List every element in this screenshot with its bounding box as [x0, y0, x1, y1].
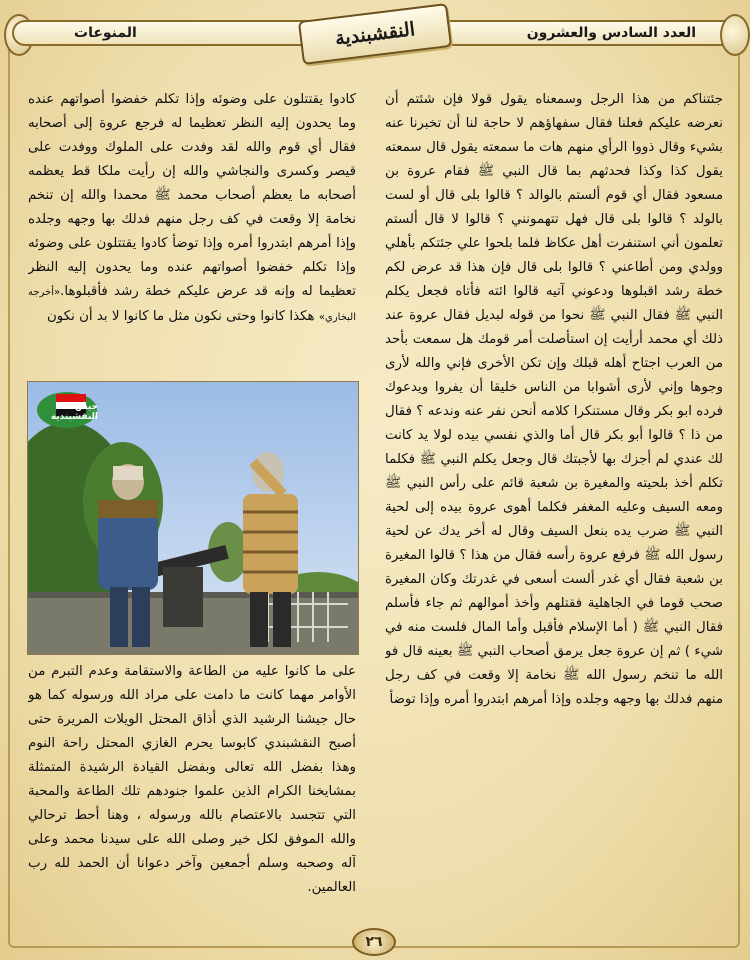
header-ribbon-right — [410, 20, 738, 46]
header-ribbon-left — [12, 20, 342, 46]
army-logo — [36, 388, 98, 430]
page-header — [0, 0, 750, 80]
page-number: ٢٦ — [365, 934, 383, 950]
section-label: المنوعات — [74, 25, 137, 41]
article-photo — [27, 381, 359, 655]
title-banner — [298, 3, 452, 65]
article-text-left-bottom: على ما كانوا عليه من الطاعة والاستقامة وعدم التبرم من الأوامر مهما كانت ما دامت على مراد الله ورسوله كما هو حال جيشنا الرشيد الذي أذاق المحتل الويلات المريرة حتى أصبح النقشبندي كابوسا يحرم الغازي المحتل راحة النوم وهذا بفضل الله تعالى وبفضل القيادة الرشيدة المتمثلة بمشايخنا الكرام الذين علموا جنودهم تلك الطاعة والمحبة التي تتجسد بالاعتصام بالله ورسوله ، وهنا أحط ترحالي والله الموفق لكل خير وصلى الله على سيدنا محمد وعلى آله وصحبه وسلم أجمعين وآخر دعوانا أن الحمد لله رب العالمين. — [28, 664, 356, 895]
issue-label: العدد السادس والعشرون — [526, 25, 696, 41]
article-text-left-top-tail: هكذا كانوا وحتى نكون مثل ما كانوا لا بد أن نكون — [46, 309, 315, 324]
hadith-citation: «أخرجه البخاري» — [28, 287, 356, 323]
article-text-left-top-body: كادوا يقتتلون على وضوئه وإذا تكلم خفضوا أصواتهم عنده وما يحدون إليه النظر تعظيما له فرجع عروة إلى أصحابه فقال أي قوم والله لقد وفدت على الملوك ووفدت على قيصر وكسرى والنجاشي والله إن رأيت ملكا قط يعظمه أصحابه ما يعظم أصحاب محمد ﷺ محمدا والله إن تنخم نخامة إلا وقعت في كف رجل منهم فدلك بها وجهه وجلده وإذا أمرهم ابتدروا أمره وإذا توضأ كادوا يقتتلون على وضوئه وإذا تكلم خفضوا أصواتهم عنده وما يحدون إليه النظر تعظيما له وإنه قد عرض عليكم خطة رشد فأقبلوها. — [28, 92, 356, 299]
article-text-right: جئتناكم من هذا الرجل وسمعناه يقول قولا فإن شئتم أن نعرضه عليكم فعلنا فقال سفهاؤهم لا حاجة لنا أن تخبرنا عنه بشيء وقال ذووا الرأي منهم هات ما سمعته يقول قال سمعته يقول كذا وكذا فحدثهم بما قال النبي ﷺ فقام عروة بن مسعود فقال أي قوم ألستم بالوالد ؟ قالوا بلى قال أو لست بالولد ؟ قالوا بلى قال فهل تتهمونني ؟ قالوا لا قال ألستم تعلمون أني استنفرت أهل عكاظ فلما بلحوا علي جئتكم بأهلي وولدي ومن أطاعني ؟ قالوا بلى قال فإن هذا قد عرض لكم خطة رشد اقبلوها ودعوني آتيه قالوا ائته فأتاه فجعل يكلم النبي ﷺ فقال النبي ﷺ نحوا من قوله لبديل فقال عروة عند ذلك أي محمد أرأيت إن استأصلت أمر قومك هل سمعت بأحد من العرب اجتاح أهله قبلك وإن تكن الأخرى فإني والله لأرى وجوها وإني لأرى أشوابا من الناس خليقا أن يفروا ويدعوك فرده ابو بكر وقال مستنكرا كلامه أنحن نفر عنه وندعه ؟ فقال من ذا ؟ قالوا أبو بكر قال أما والذي نفسي بيده لولا يد كانت لك عندي لم أجزك بها لأجبتك قال وجعل يكلم النبي ﷺ فكلما تكلم أخذ بلحيته والمغيرة بن شعبة قائم على رأس النبي ﷺ ومعه السيف وعليه المغفر فكلما أهوى عروة بيده إلى لحية النبي ﷺ ضرب يده بنعل السيف وقال له أخر يدك عن لحية رسول الله ﷺ فرفع عروة رأسه فقال من هذا ؟ قالوا المغيرة بن شعبة فقال أي غدر ألست أسعى في غدرتك وكان المغيرة صحب قوما في الجاهلية فقتلهم وأخذ أموالهم ثم جاء فأسلم فقال النبي ﷺ ( أما الإسلام فأقبل وأما المال فلست منه في شيء ) ثم إن عروة جعل يرمق أصحاب النبي ﷺ بعينه قال فو الله ما تنخم رسول الله ﷺ نخامة إلا وقعت في كف رجل منهم فدلك بها وجهه وجلده وإذا أمرهم ابتدروا أمره وإذا توضأ — [385, 92, 723, 707]
magazine-title: النقشبندية — [333, 18, 417, 50]
article-text-left-top — [28, 88, 356, 330]
page-number-badge — [352, 928, 396, 956]
scroll-curl-right — [720, 14, 750, 56]
logo-text: جيش النقشبندية — [50, 402, 98, 422]
article-column-left-bottom — [28, 660, 356, 932]
article-column-right — [385, 88, 723, 924]
article-column-left-top — [28, 88, 356, 378]
